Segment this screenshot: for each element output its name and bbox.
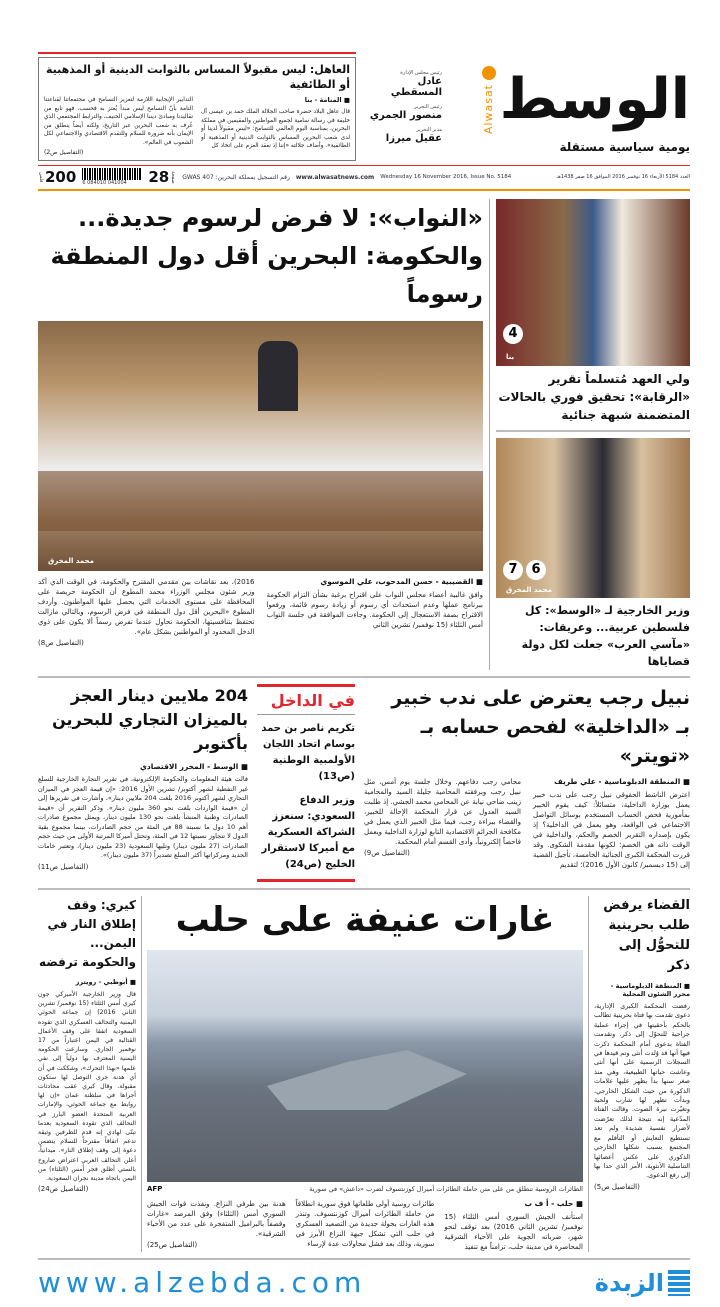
kerry-text: قال وزير الخارجية الأميركي جون كيري أمس الثلثاء (15 نوفمبر/ تشرين الثاني 2016) إن جماعة الحوثي اليمنية والتحالف العسكري الذي تقوده السعودية اتفقا على وقف الأعمال القتالية في اليمن اعتباراً من 17 نوفمبر الجاري. وسارعت الحكومة اليمنية المعترف بها دولياً إلى نفي علمها «بهذا التحرك»، وشككت في أن أي هدنة جرى التوصل لها ستكون مقبولة. وقال كيري عقب محادثات أجراها في سلطنة عمان «إن لها روابط مع جماعة الحوثي، والإمارات العربية المتحدة العضو البارز في التحالف الذي تقوده السعودية بعدما تبنّى لهادي إنه قدم للطرفين وثيقة تدعم اتفاقاً مقترحاً للسلام يتضمن دعوة إلى وقف إطلاق النار». ميدانياً، أعلن التحالف العربي اعتراض صاروخ بالستي أطلق فجر أمس (الثلثاء) من اليمن باتجاه مدينة نجران السعودية. bbox=[38, 991, 136, 1183]
side-headline-foreign-minister: وزير الخارجية لـ «الوسط»: كل فلسطين عربية... وعريقات: «مآسي العرب» جعلت لكل دولة قضاياها bbox=[521, 604, 690, 668]
footer-logo bbox=[595, 1269, 690, 1297]
aleppo-col1: استأنف الجيش السوري أمس الثلثاء (15 نوفمبر/ تشرين الثاني 2016) بعد توقف لنحو شهر، ضرباته الجوية على الأحياء الشرقية المحاصرة في مدينة حلب، تزامناً مع تنفيذ bbox=[444, 1213, 583, 1251]
main-col1: وافق غالبية أعضاء مجلس النواب على اقتراح برغبة بشأن التزام الحكومة ببرنامج عملها وعدم استحداث أي رسوم أو زيادة رسوم قائمة، ورفعوا الاقتراح بصفة الاستعجال إلى الحكومة. وجاءت الموافقة في جلسة النواب أمس الثلثاء (15 نوفمبر/ تشرين الثاني bbox=[266, 591, 483, 629]
main-body bbox=[38, 577, 483, 647]
kerry-more: (التفاصيل ص24) bbox=[38, 1185, 89, 1194]
main-story bbox=[38, 199, 483, 647]
staff-name: عقيل ميرزا bbox=[385, 133, 442, 144]
barcode bbox=[82, 168, 142, 180]
nabil-headline bbox=[364, 684, 690, 771]
date-arabic: العدد 5184 الأربعاء 16 نوفمبر 2016 الموافق 16 صفر 1438هـ bbox=[556, 174, 690, 180]
photo-credit: محمد المخرق bbox=[48, 557, 94, 565]
top-box-more: (التفاصيل ص2) bbox=[44, 149, 84, 156]
footer-url[interactable]: www.alzebda.com bbox=[38, 1266, 367, 1299]
nabil-headline-line2: بـ «الداخلية» لفحص حسابه بـ «تويتر» bbox=[420, 716, 690, 767]
row-2 bbox=[38, 684, 690, 882]
side-photo-foreign-minister bbox=[496, 438, 690, 598]
website-link[interactable]: www.alwasatnews.com bbox=[295, 173, 375, 181]
top-box-byline: ■ المنامة - بنا bbox=[201, 96, 350, 104]
aleppo-col2: طائرات روسية أولى طلعاتها فوق سورية انطلاقاً من حاملة الطائرات أميرال كوزنتسوف. وتنذر هذه الغارات بجولة جديدة من التصعيد العسكري في حلب التي تشكل جبهة النزاع الأبرز في سورية، وذلك بعد فشل محاولات عدة لإرساء bbox=[295, 1200, 435, 1248]
nabil-more: (التفاصيل ص9) bbox=[364, 849, 410, 857]
aleppo-col3: هدنة بين طرفي النزاع. ونفذت قوات الجيش السوري أمس (الثلثاء) وفق المرصد «غارات وقصفاً بالبراميل المتفجرة على عدد من الأحياء الشرقية». bbox=[146, 1200, 286, 1238]
registration: رقم التسجيل بمملكة البحرين: GWAS 407 bbox=[182, 173, 290, 181]
list-icon bbox=[668, 1270, 690, 1296]
top-news-wrap bbox=[38, 52, 356, 161]
side-stories bbox=[496, 199, 690, 670]
staff-name: عادل المسقطي bbox=[390, 76, 442, 98]
info-bar bbox=[38, 165, 690, 191]
nabil-col1: اعترض الناشط الحقوقي نبيل رجب على ندب خبير يعمل بوزارة الداخلية، متسائلاً: كيف يقوم الخبير بمأمورية فحص الحساب المستخدم بوسائل التواصل الاجتماعي في الواقعة، وهو يعمل في الداخلية؟ إذ يكون بإصداره التقرير الخصم والحكم، والداخلية في الوقت ذاته هي الخصم؛ لكونها مقدمة الشكوى. وقد قررت المحكمة الكبرى الجنائية الخامسة، تأجيل القضية إلى (15 ديسمبر/ كانون الأول 2016)؛ لتقديم bbox=[532, 791, 690, 869]
tagline: يومية سياسية مستقلة bbox=[559, 140, 690, 154]
main-more: (التفاصيل ص8) bbox=[38, 639, 84, 647]
staff-name: منصور الجمري bbox=[369, 110, 442, 121]
aleppo-caption: الطائرات الروسية تنطلق من على متن حاملة الطائرات أميرال كوزنتسوف لضرب «داعش» في سورية bbox=[309, 1185, 583, 1193]
inside-box bbox=[257, 684, 355, 882]
nabil-byline: ■ المنطقة الدبلوماسية - علي طريف bbox=[533, 777, 690, 786]
masthead-row bbox=[38, 52, 690, 161]
side-headline-crown-prince: ولي العهد مُتسلماً تقرير «الرقابة»: تحقيق فوري بالحالات المتضمنة شبهة جنائية bbox=[498, 372, 690, 422]
barcode-number: 6 084010 041004 bbox=[82, 180, 127, 186]
court-byline: ■ المنطقة الدبلوماسية - محرر الشئون المحلية bbox=[594, 982, 690, 998]
trade-byline: ■ الوسط - المحرر الاقتصادي bbox=[38, 762, 248, 771]
row-3 bbox=[38, 896, 690, 1252]
inside-item[interactable]: وزير الدفاع السعودي: سنعزز الشراكة العسكرية مع أميركا لاستقرار الخليج (ص24) bbox=[261, 795, 355, 870]
date-english: Wednesday 16 November 2016, Issue No. 5184 bbox=[380, 174, 512, 180]
main-headline-line1: «النواب»: لا فرض لرسوم جديدة... bbox=[78, 204, 483, 232]
trade-text: قالت هيئة المعلومات والحكومة الإلكترونية، في تقرير التجارة الخارجية للسلع غير النفطية لشهر أكتوبر/ تشرين الأول 2016: «إن قيمة العجز في الميزان التجاري لشهر أكتوبر 2016 بلغت 204 ملايين دينار»، وأشارت في تقريرها إلى أن «قيمة الواردات بلغت نحو 360 مليون دينار». وذكر التقرير أن «قيمة الصادرات وطنية المنشأ بلغت نحو 130 مليون دينار، ويمثل مجموع صادرات أهم 10 دول ما نسبته 88 في المئة من حجم الصادرات، بينما مجموع بقية الدول لا تتجاوز نسبتها 12 في المئة، وتحتل أميركا المرتبة الأولى من حيث حجم الصادرات (27 مليون دينار) وتليها السعودية (23 مليون دينار)، وتعتبر خامات الحديد ومركزاتها أكثر السلع تصديراً (37 مليون دينار)». bbox=[38, 775, 248, 859]
aleppo-byline: ■ حلب - أ ف ب bbox=[444, 1199, 583, 1208]
footer-logo-text: الزبدة bbox=[594, 1268, 664, 1297]
main-byline: ■ القضيبية - حسن المدحوب، علي الموسوي bbox=[267, 577, 484, 586]
top-box-headline: العاهل: ليس مقبولاً المساس بالثوابت الدينية أو المذهبية أو الطائفية bbox=[45, 63, 350, 91]
main-photo-parliament bbox=[38, 321, 483, 571]
aleppo-more: (التفاصيل ص25) bbox=[146, 1241, 198, 1249]
court-more: (التفاصيل ص5) bbox=[594, 1182, 640, 1191]
globe-icon bbox=[482, 66, 496, 80]
court-story bbox=[594, 896, 690, 1191]
page-count: 28 bbox=[148, 168, 170, 186]
trade-headline: 204 ملايين دينار العجز بالميزان التجاري للبحرين بأكتوبر bbox=[52, 686, 248, 753]
inside-item[interactable]: تكريم ناصر بن حمد بوسام اتحاد اللجان الأولمبية الوطنية (ص13) bbox=[261, 723, 355, 782]
nabil-col2: محامي رجب دفاعهم. وخلال جلسة يوم أمس، مثل نبيل رجب وبرفقته المحامية جليلة السيد والمحامية زينب ضاحي نيابة عن المحامي محمد الجشي. إذ طلبت السيد العدول عن قرار المحكمة الإحالة للخبير، والقضاء ببراءة رجب، فيما مثل الخبير الذي يعمل في مكافحة الجرائم الاقتصادية التابع لوزارة الداخلية ويعمل فاحصاً إلكترونياً، وأدى القسم أمام المحكمة. bbox=[364, 778, 521, 846]
main-col2: 2016)، بعد نقاشات بين مقدمي المقترح والحكومة، في الوقت الذي أكد وزير شئون مجلس الوزراء محمد المطوع أن الحكومة حريصة على المحافظة على مستوى الخدمات التي يحصل عليها المواطنون. وأردف المطوع «البحرين أقل دول المنطقة في فرض الرسوم، وبالتالي مازالت تحتفظ بتنافسيتها، الحكومة تحاول عندما تفرض رسماً ألا يكون على ذوي الدخل المحدود أو المواطنين بشكل عام». bbox=[38, 578, 255, 636]
top-box-col1: قال عاهل البلاد حضرة صاحب الجلالة الملك حمد بن عيسى آل خليفة في رسالة سامية لجميع المواطنين والمقيمين في مملكة البحرين، بمناسبة اليوم العالمي للتسامح: «ليس مقبولاً لدينا أو لدى شعب البحرين المساس بالثوابت الدينية أو المذهبية أو الطائفية». وأضاف جلالته «إننا إذ نعقد العزم على اتخاذ كل bbox=[201, 109, 350, 149]
trade-story bbox=[38, 684, 248, 871]
photo-credit: AFP bbox=[147, 1185, 163, 1193]
top-news-box bbox=[38, 57, 356, 161]
photo-credit: بنا bbox=[506, 353, 515, 361]
page-count-label: صفحة bbox=[170, 170, 177, 184]
masthead-logo bbox=[450, 52, 690, 154]
logo-english: Alwasat bbox=[482, 83, 496, 135]
page-badge: 6 bbox=[526, 560, 546, 580]
photo-credit: محمد المخرق bbox=[506, 586, 552, 594]
kerry-story bbox=[38, 896, 136, 1193]
main-headline-line2: والحكومة: البحرين أقل دول المنطقة رسوماً bbox=[50, 242, 483, 308]
staff-role: رئيس مجلس الإدارة bbox=[400, 70, 442, 76]
inside-title: في الداخل bbox=[257, 687, 355, 715]
nabil-body bbox=[364, 777, 690, 870]
side-photo-crown-prince bbox=[496, 199, 690, 366]
page-badge: 7 bbox=[503, 560, 523, 580]
aleppo-headline: غارات عنيفة على حلب bbox=[175, 900, 555, 940]
price-label: فلس bbox=[38, 171, 44, 183]
staff-role: مدير التحرير bbox=[416, 127, 442, 133]
row-1 bbox=[38, 199, 690, 670]
kerry-headline: كيري: وقف إطلاق النار في اليمن... والحكومة ترفضه bbox=[38, 898, 136, 969]
aleppo-story bbox=[147, 896, 583, 1252]
main-headline bbox=[38, 199, 483, 313]
page-badge: 4 bbox=[503, 324, 523, 344]
masthead-staff bbox=[364, 52, 442, 144]
staff-role: رئيس التحرير bbox=[414, 104, 442, 110]
price: 200 bbox=[45, 168, 77, 186]
top-box-col2: التدابير الإيجابية اللازمة لتعزيز التسامح في مجتمعاتنا لقناعتنا التامة بأنّ التسامح ليس مبدأ يُعتز به فحسب، فهو نابع من تقاليدنا ومبادئ ديننا الإسلامي الحنيف، والترابط المجتمعي الذي عُرف به شعب البحرين عبر التاريخ، ولكنه أيضاً ينطلق من الإيمان بأنه ضرورة للسلام وللتقدم الاقتصادي والاجتماعي لكل الشعوب في العالم». bbox=[44, 97, 193, 146]
aleppo-body bbox=[147, 1199, 583, 1252]
nabil-story bbox=[364, 684, 690, 870]
trade-more: (التفاصيل ص11) bbox=[38, 862, 89, 871]
court-text: رفضت المحكمة الكبرى الإدارية، دعوى تقدمت بها فتاة بحرينية تطالب بالحكم بأحقيتها في إجراء عملية جراحية للتحوّل إلى ذكر. وتقدمت الفتاة بدعوى أمام المحكمة ذكرت فيها أنها قد وُلدت أنثى وتم قيدها في السجلات الرسمية على أنها أنثى وعاشت حياتها الطبيعية، وهي منذ صغر سنها بدأ يظهر عليها علامات الذكورة من حيث الشكل الخارجي، وبدأت تظهر لها شارب ولحية وتغيّرت نبرة الصوت. وقالت الفتاة المدّعية إنه نتيجة لذلك تعرّضت لأضرار نفسية شديدة ولم تعد تستطيع التعايش أو التأقلم مع المجتمع بسبب شكلها الخارجي الذكوري على عكس أعضائها التناسلية الأنثوية، الأمر الذي حدا بها إلى رفع الدعوى. bbox=[594, 1002, 690, 1180]
kerry-byline: ■ أبوظبي - رويترز bbox=[38, 978, 136, 986]
nabil-headline-line1: نبيل رجب يعترض على ندب خبير bbox=[391, 687, 690, 709]
court-headline: القضاء يرفض طلب بحرينية للتحوُّل إلى ذكر bbox=[603, 898, 690, 973]
logo-arabic: الوسط bbox=[499, 67, 690, 132]
aleppo-photo-carrier bbox=[147, 950, 583, 1182]
footer bbox=[38, 1266, 690, 1299]
